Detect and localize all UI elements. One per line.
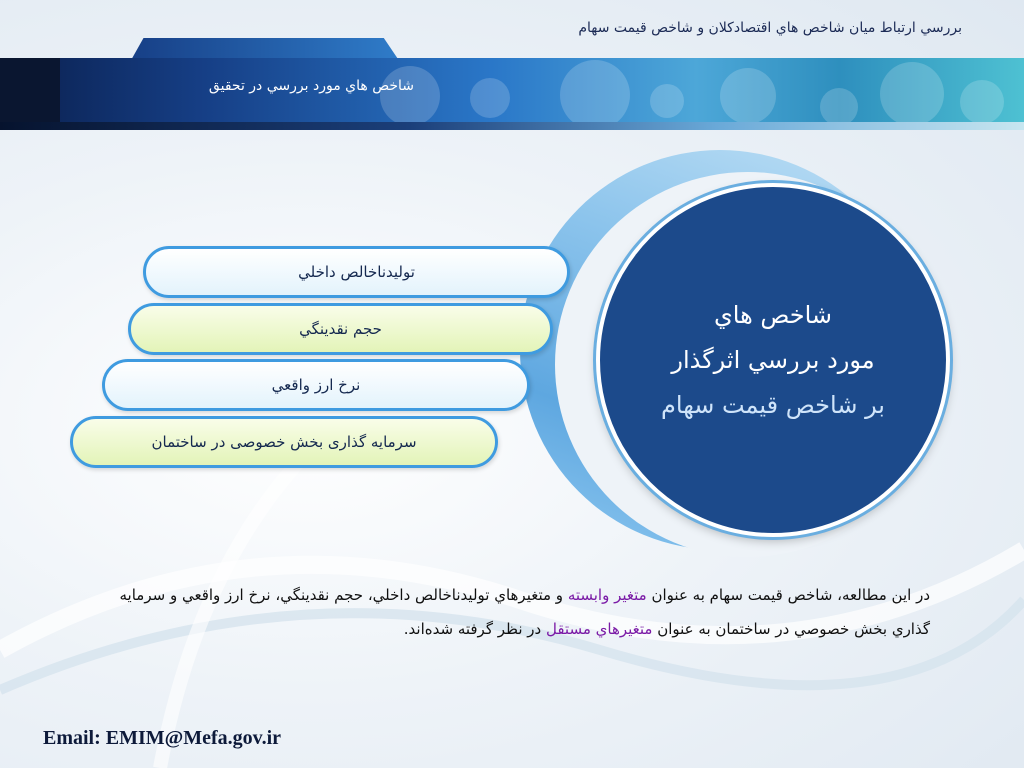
- indicator-liquidity: حجم نقدينگي: [128, 303, 553, 355]
- hub-line-1: شاخص هاي: [713, 300, 833, 329]
- paragraph-text-2: و متغيرهاي توليدناخالص داخلي، حجم نقدينگي، نرخ ارز واقعي و سرمايه گذاري بخش خصوصي در ساختمان به عنوان: [119, 586, 930, 638]
- indicator-gdp: توليدناخالص داخلي: [143, 246, 570, 298]
- banner-background: [0, 58, 1024, 130]
- paragraph-text-3: در نظر گرفته شده‌اند.: [403, 620, 546, 638]
- independent-variables-highlight: متغيرهاي مستقل: [545, 620, 653, 638]
- header-banner: [0, 38, 1024, 130]
- deck-title: بررسي ارتباط ميان شاخص هاي اقتصادكلان و شاخص قيمت سهام: [578, 20, 962, 36]
- hub-line-3: بر شاخص قيمت سهام: [661, 390, 885, 419]
- central-circle: [596, 183, 950, 537]
- contact-email: Email: EMIM@Mefa.gov.ir: [43, 727, 281, 749]
- description-paragraph: [90, 578, 930, 646]
- banner-stripe: [0, 122, 1024, 130]
- dependent-variable-highlight: متغير وابسته: [567, 586, 647, 604]
- indicator-exchange-rate: نرخ ارز واقعي: [102, 359, 530, 411]
- hub-line-2: مورد بررسي اثرگذار: [671, 345, 875, 374]
- section-title: شاخص هاي مورد بررسي در تحقيق: [208, 78, 414, 94]
- banner-left-block: [0, 58, 60, 130]
- paragraph-text-1: در اين مطالعه، شاخص قيمت سهام به عنوان: [646, 586, 930, 604]
- indicator-construction-investment: سرمايه گذاری بخش خصوصی در ساختمان: [70, 416, 498, 468]
